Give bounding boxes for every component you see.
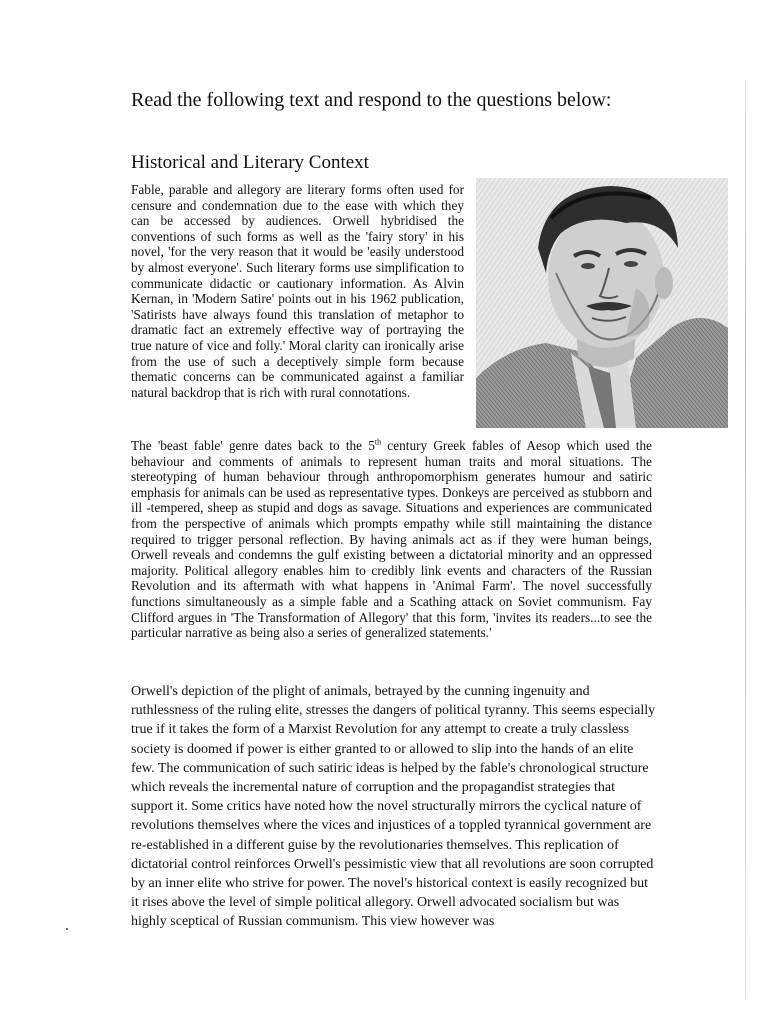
author-portrait-photo <box>476 178 728 428</box>
paragraph-political-tyranny <box>131 682 656 932</box>
beast-fable-text-rest: century Greek fables of Aesop which used the behaviour and comments of animals to represent human traits and moral situations. The stereotyping of human behaviour through anthropomorphism generates humour and satiric emphasis for animals can be used as representative types. Donkeys are perceived as stubborn and ill -tempered, sheep as stupid and dogs as savage. Situations and experiences are communicated from the perspective of animals which prompts empathy while still maintaining the distance required to trigger personal reflection. By having animals act as if they were human beings, Orwell reveals and condemns the gulf existing between a dictatorial minority and an oppressed majority. Political allegory enables him to credibly link events and characters of the Russian Revolution and its aftermath with what happens in 'Animal Farm'. The novel successfully functions simultaneously as a simple fable and a Scathing attack on Soviet communism. Fay Clifford argues in 'The Transformation of Allegory' that this form, 'invites its readers...to see the particular narrative as being also a series of generalized statements.' <box>131 438 652 641</box>
page-edge-shadow <box>745 80 746 1000</box>
instruction-heading: Read the following text and respond to the questions below: <box>131 89 612 111</box>
section-heading: Historical and Literary Context <box>131 152 369 173</box>
paragraph-beast-fable <box>131 438 652 641</box>
beast-fable-text-start: The 'beast fable' genre dates back to the 5 <box>131 438 375 453</box>
portrait-sketch <box>476 178 728 428</box>
ordinal-suffix: th <box>374 437 382 447</box>
paragraph-fable-forms: Fable, parable and allegory are literary forms often used for censure and condemnation due to the ease with which they can be accessed by audiences. Orwell hybridised the conventions of such forms as well as the 'fairy story' in his novel, 'for the very reason that it would be 'easily understood by almost everyone'. Such literary forms use simplification to communicate didactic or cautionary information. As Alvin Kernan, in 'Modern Satire' points out in his 1962 publication, 'Satirists have always found this translation of metaphor to dramatic fact an extremely effective way of portraying the true nature of vice and folly.' Moral clarity can ironically arise from the use of such a deceptively simple form because thematic concerns can be communicated against a familiar natural backdrop that is rich with rural connotations. <box>131 182 464 400</box>
scan-speck <box>66 928 68 930</box>
political-tyranny-text: Orwell's depiction of the plight of animals, betrayed by the cunning ingenuity and ruthlessness of the ruling elite, stresses the dangers of political tyranny. This seems especially true if it takes the form of a Marxist Revolution for any attempt to create a truly classless society is doomed if power is either granted to or allowed to slip into the hands of an elite few. The communication of such satiric ideas is helped by the fable's chronological structure which reveals the incremental nature of corruption and the propagandist strategies that support it. Some critics have noted how the novel structurally mirrors the cyclical nature of revolutions themselves where the vices and injustices of a toppled tyrannical government are re-established in a different guise by the revolutionaries themselves. This replication of dictatorial control reinforces Orwell's pessimistic view that all revolutions are soon corrupted by an inner elite who strive for power. The novel's historical context is easily recognized but it rises above the level of simple political allegory. Orwell advocated socialism but was highly sceptical of Russian communism. This view however was <box>131 684 656 930</box>
